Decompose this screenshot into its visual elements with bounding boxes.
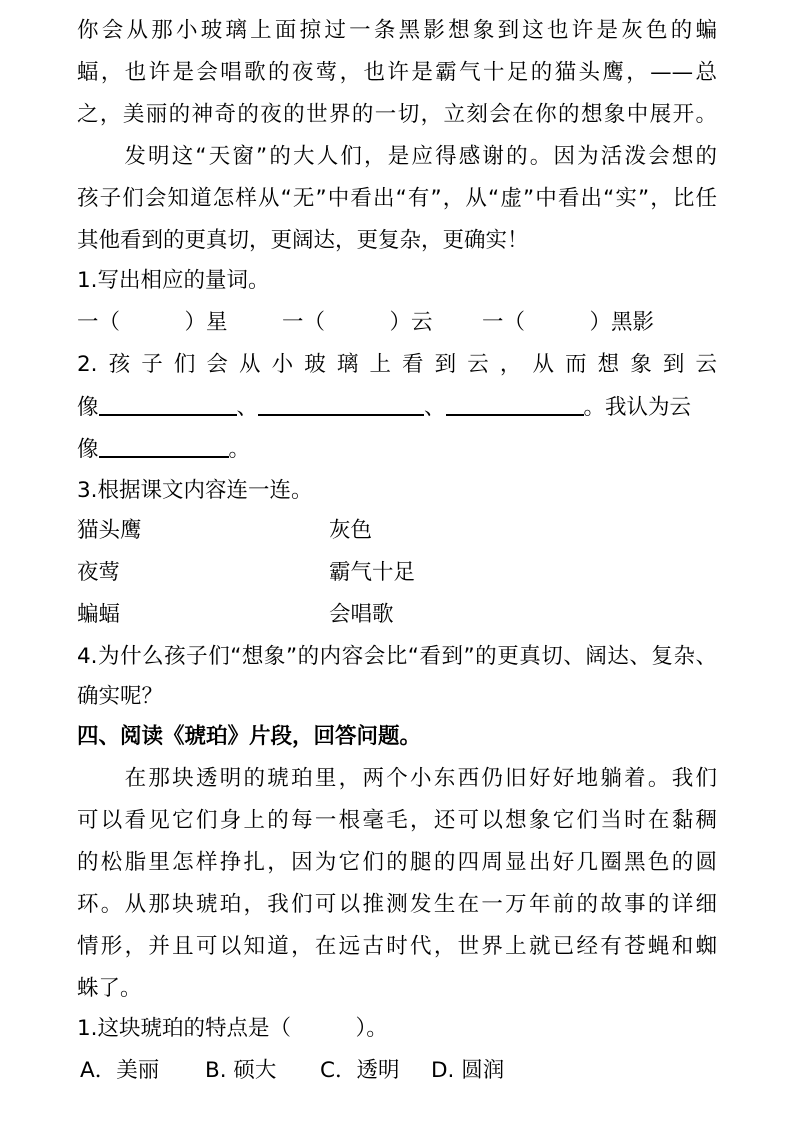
match-left-item[interactable]: 蝙蝠: [77, 602, 121, 627]
measure-word-item: 一（ ）云: [282, 310, 433, 335]
question-2-line: 2.孩子们会从小玻璃上看到云，从而想象到云: [77, 352, 717, 377]
passage-line: 你会从那小玻璃上面掠过一条黑影想象到这也许是灰色的蝙: [77, 18, 717, 43]
passage-line: 可以看见它们身上的每一根毫毛，还可以想象它们当时在黏稠: [77, 808, 717, 833]
match-right-item[interactable]: 会唱歌: [329, 602, 394, 627]
answer-blank[interactable]: [446, 392, 584, 416]
passage-line: 情形，并且可以知道，在远古时代，世界上就已经有苍蝇和蜘: [77, 934, 717, 959]
passage-line: 蝠，也许是会唱歌的夜莺，也许是霸气十足的猫头鹰，——总: [77, 60, 717, 85]
passage-line: 的松脂里怎样挣扎，因为它们的腿的四周显出好几圈黑色的圆: [77, 850, 717, 875]
answer-blank[interactable]: [99, 434, 229, 458]
passage-line: 发明这“天窗”的大人们，是应得感谢的。因为活泼会想的: [77, 144, 717, 169]
question-2-fill-line: [77, 392, 717, 423]
section-heading: 四、阅读《琥珀》片段，回答问题。: [77, 724, 422, 749]
separator: 、: [236, 395, 259, 420]
passage-line: 其他看到的更真切，更阔达，更复杂，更确实！: [77, 228, 529, 253]
question-4-line: 确实呢？: [77, 684, 164, 709]
fill-prefix: 像: [77, 395, 99, 420]
option-a[interactable]: A．美丽: [80, 1058, 160, 1083]
match-left-item[interactable]: 夜莺: [77, 560, 121, 585]
measure-word-item: 一（ ）星: [77, 310, 228, 335]
question-2-fill-line: [77, 434, 717, 465]
measure-word-item: 一（ ）黑影: [482, 310, 655, 335]
passage-line: 孩子们会知道怎样从“无”中看出“有”，从“虚”中看出“实”，比任: [77, 186, 717, 211]
answer-blank[interactable]: [99, 392, 237, 416]
separator: 、: [424, 395, 446, 420]
section-4-question-1-title: 1.这块琥珀的特点是（ ）。: [77, 1016, 388, 1041]
option-d[interactable]: D. 圆润: [431, 1058, 505, 1083]
fill-suffix: 。我认为云: [583, 395, 692, 420]
option-c[interactable]: C．透明: [320, 1058, 400, 1083]
passage-line: 蛛了。: [77, 976, 142, 1001]
option-b[interactable]: B. 硕大: [205, 1058, 277, 1083]
passage-line: 环。从那块琥珀，我们可以推测发生在一万年前的故事的详细: [77, 892, 717, 917]
question-1-title: 1.写出相应的量词。: [77, 268, 270, 293]
match-left-item[interactable]: 猫头鹰: [77, 518, 142, 543]
fill-prefix: 像: [77, 437, 99, 462]
answer-blank[interactable]: [258, 392, 424, 416]
question-4-line: 4.为什么孩子们“想象”的内容会比“看到”的更真切、阔达、复杂、: [77, 644, 717, 669]
question-3-title: 3.根据课文内容连一连。: [77, 478, 313, 503]
passage-line: 在那块透明的琥珀里，两个小东西仍旧好好地躺着。我们: [77, 766, 717, 791]
fill-suffix: 。: [228, 437, 251, 462]
passage-line: 之，美丽的神奇的夜的世界的一切，立刻会在你的想象中展开。: [77, 102, 717, 127]
match-right-item[interactable]: 灰色: [329, 518, 373, 543]
match-right-item[interactable]: 霸气十足: [329, 560, 416, 585]
